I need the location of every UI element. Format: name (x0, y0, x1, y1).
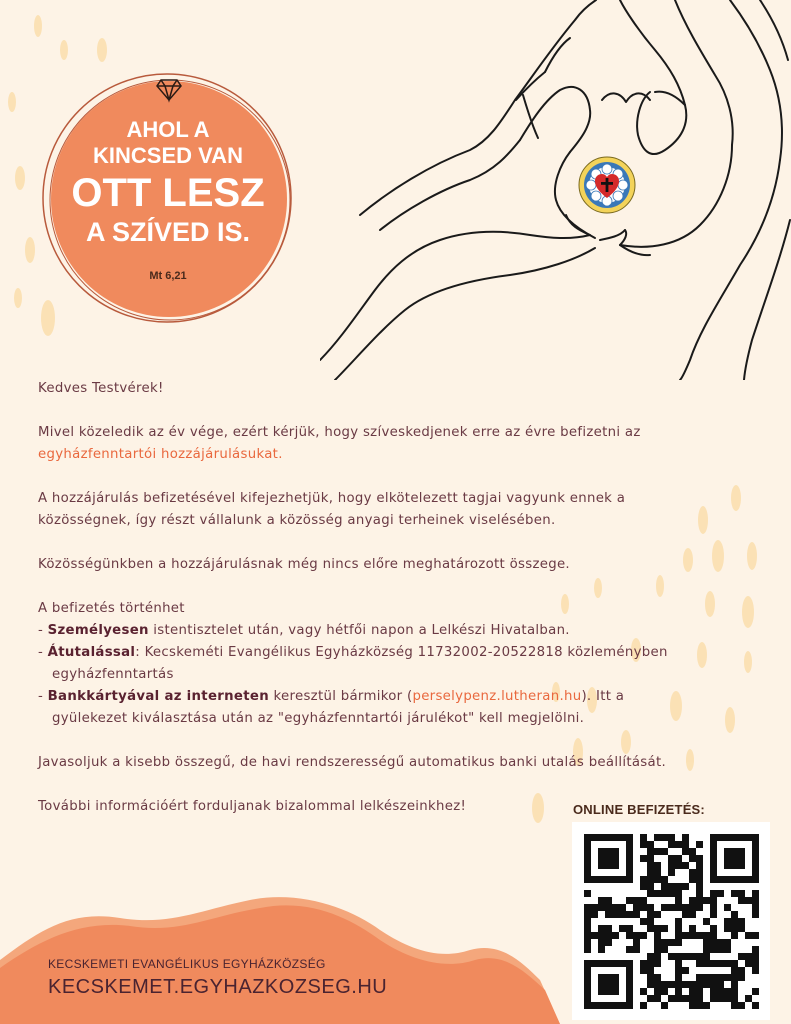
methods-intro: A befizetés történhet (38, 601, 185, 616)
method-2 (38, 642, 758, 664)
method-2-cont: egyházfenntartás (52, 667, 174, 682)
online-payment-label: ONLINE BEFIZETÉS: (573, 802, 705, 817)
method-2-text: : Kecskeméti Evangélikus Egyházközség 11732002-20522818 közleményben (135, 645, 668, 660)
paragraph-1 (38, 422, 758, 444)
dash: - (38, 623, 48, 638)
paragraph-1-highlight (38, 444, 758, 466)
method-2-title: Átutalással (47, 645, 136, 660)
method-3 (38, 686, 758, 708)
badge-line-3: OTT LESZ (71, 171, 265, 215)
org-name: KECSKEMETI EVANGÉLIKUS EGYHÁZKÖZSÉG (48, 957, 326, 971)
method-3-cont: gyülekezet kiválasztása után az "egyházfenntartói járulékot" kell megjelölni. (52, 711, 585, 726)
paragraph-3: Közösségünkben a hozzájárulásnak még nincs előre meghatározott összege. (38, 557, 570, 572)
badge-line-1: AHOL A (126, 117, 210, 142)
method-3-text: keresztül bármikor ( (268, 689, 413, 704)
method-3-text-2: ). Itt a (581, 689, 625, 704)
method-1-title: Személyesen (47, 623, 149, 638)
luther-rose-icon (578, 156, 636, 214)
heart-hands-icon (320, 0, 791, 380)
perselypenz-link[interactable]: perselypenz.lutheran.hu (412, 689, 582, 704)
paragraph-5: További információért forduljanak bizalommal lelkészeinkhez! (38, 799, 467, 814)
bible-reference: Mt 6,21 (149, 270, 187, 282)
website[interactable]: KECSKEMET.EGYHAZKOZSEG.HU (48, 976, 388, 998)
paragraph-1-text: Mivel közeledik az év vége, ezért kérjük, hogy szíveskedjenek erre az évre befizetni az (38, 425, 641, 440)
paragraph-2-line-1: A hozzájárulás befizetésével kifejezhetjük, hogy elkötelezett tagjai vagyunk ennek a (38, 491, 626, 506)
badge-line-4: A SZÍVED IS. (85, 217, 251, 247)
paragraph-4: Javasoljuk a kisebb összegű, de havi rendszerességű automatikus banki utalás beállítását. (38, 755, 667, 770)
letter-body (38, 378, 758, 818)
badge-line-2: KINCSED VAN (93, 143, 243, 168)
method-3-title: Bankkártyával az interneten (47, 689, 269, 704)
method-1-text: istentisztelet után, vagy hétfői napon a Lelkészi Hivatalban. (148, 623, 570, 638)
dash: - (38, 645, 48, 660)
paragraph-2-line-2: közösségnek, így részt vállalunk a közösség anyagi terheinek viselésében. (38, 513, 556, 528)
greeting: Kedves Testvérek! (38, 381, 164, 396)
method-1 (38, 620, 758, 642)
badge-text (56, 68, 280, 328)
highlight-text: egyházfenntartói hozzájárulásukat. (38, 447, 283, 462)
dash: - (38, 689, 48, 704)
